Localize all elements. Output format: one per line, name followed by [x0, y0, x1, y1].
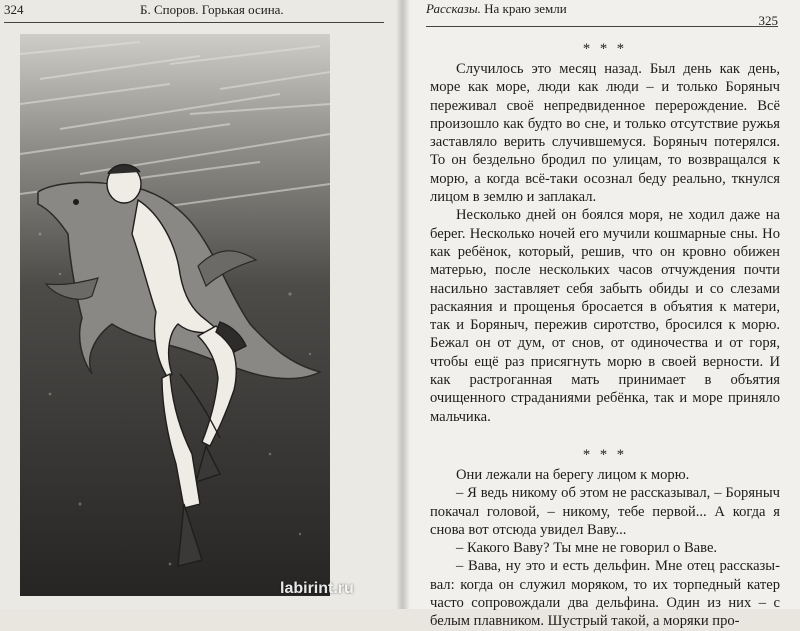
dialogue-line: – Я ведь никому об этом не рассказывал, – Боряныч покачал головой, – никому, тебе первой... А когда я снова вот отсюда увидел Ваву... — [430, 485, 780, 538]
book-gutter — [396, 0, 410, 609]
running-title-story: На краю земли — [484, 1, 567, 16]
paragraph: Случилось это месяц назад. Был день как день, море как море, люди как люди – и только Боряныч переживал своё непредвиденное перерождение. Всё произошло как будто во сне, и только отсутствие ружья заставляло верить случившемуся. Боряныч потерялся. То он бездельно бродил по улицам, то возвращался к морю, а когда всё-таки осознал беду реально, ткнулся лицом в землю и заплакал. — [430, 61, 780, 206]
paragraph: Они лежали на берегу лицом к морю. — [456, 466, 690, 483]
left-page-number: 324 — [4, 2, 24, 17]
story-text — [430, 40, 780, 631]
left-page — [0, 0, 402, 609]
right-running-title — [426, 1, 567, 17]
left-running-title: Б. Споров. Горькая осина. — [140, 2, 284, 17]
left-running-header — [4, 0, 384, 23]
dialogue-line: – Какого Ваву? Ты мне не говорил о Ваве. — [456, 540, 718, 557]
dolphin-boy-illustration — [20, 34, 330, 596]
section-separator: * * * — [582, 41, 628, 57]
watermark: labirint.ru — [280, 580, 354, 597]
right-page — [402, 0, 800, 630]
paragraph: Несколько дней он боялся моря, не ходил даже на берег. Несколько ночей его мучили кошмарные сны. Но как ребёнок, который, решив, что он кровно обижен матерью, после нескольких часов отчуждения почти насильно заставляет себя забыть обиды и со слезами раскаяния и прощенья бросается в объятия к матери, так и Боряныч, пережив сиротство, бросился к морю. Бежал он от дум, от снов, от одиночества и от горя, чтобы ещё раз присягнуть морю в своей верности. И как растроганная мать принимает в объятия очищенного страданиями ребёнка, так и море приняло мальчика. — [430, 207, 780, 425]
right-page-number: 325 — [758, 13, 778, 28]
section-separator: * * * — [582, 446, 628, 463]
dialogue-line: – Вава, ну это и есть дельфин. Мне отец рассказывал: когда он служил моряком, то их торпедный катер часто сопровождали два дельфина. Один из них – с белым плавником. Шустрый такой, а моряки про- — [430, 558, 780, 630]
right-running-header — [426, 0, 778, 27]
running-title-section: Рассказы. — [426, 1, 481, 16]
dolphin-eye — [73, 199, 79, 205]
